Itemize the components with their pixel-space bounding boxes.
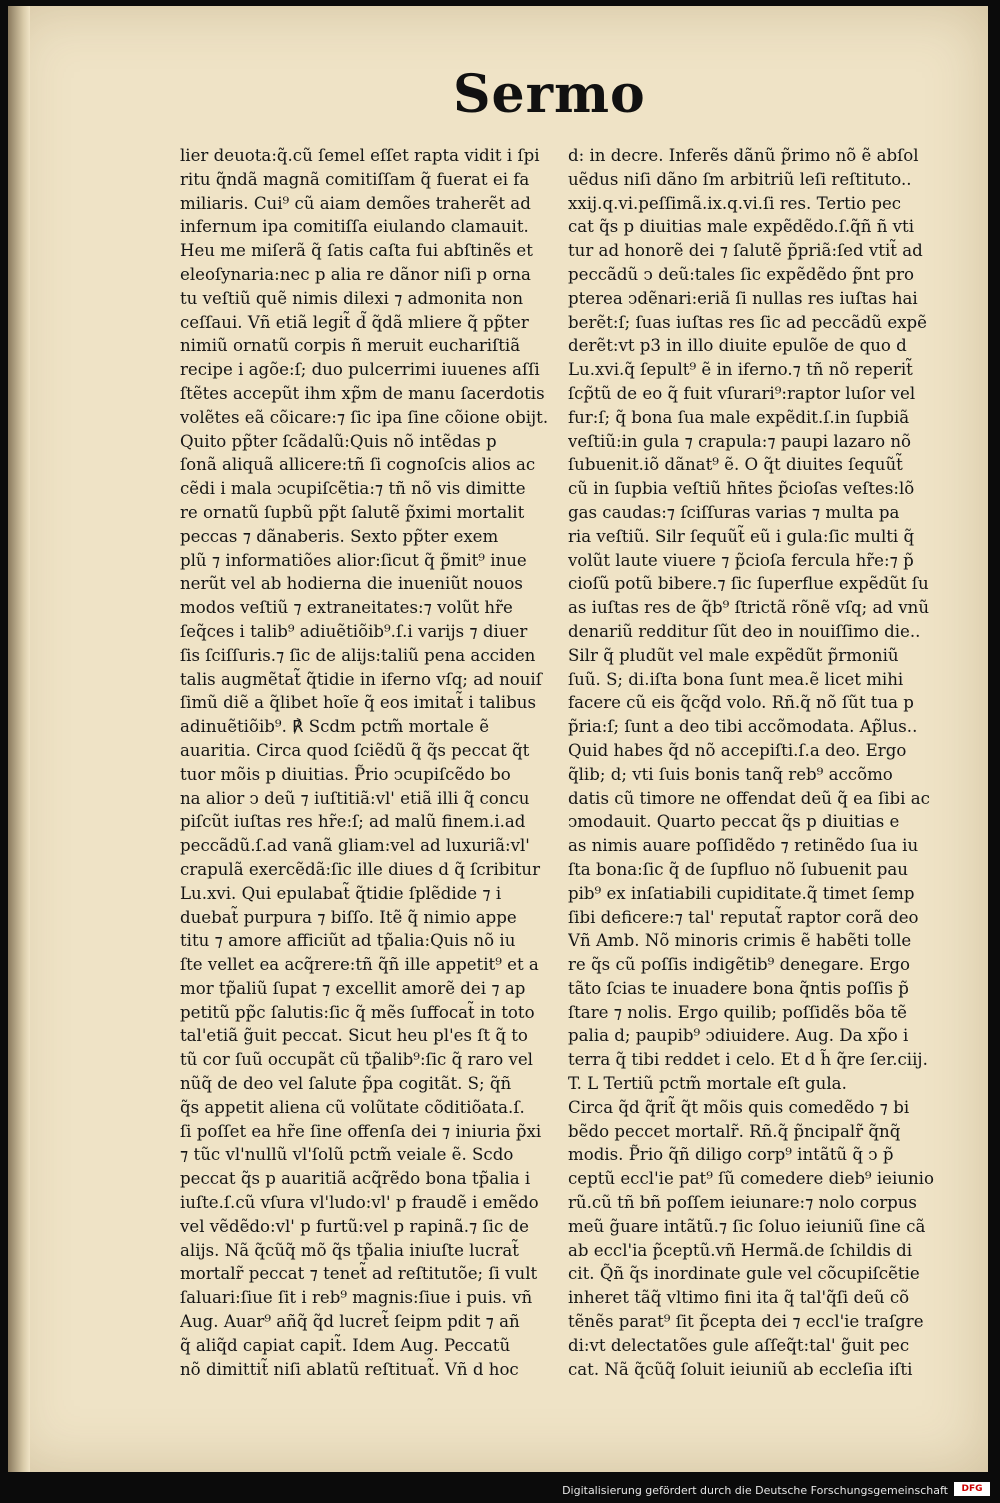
- text-line: modos veſtiũ ⁊ extraneitates:⁊ volũt hr̃e: [180, 598, 513, 618]
- text-line: nimiũ ornatũ corpis ñ meruit euchariſtiã: [180, 336, 521, 356]
- text-line: ſtẽtes accepũt ihm xp̃m de manu ſacerdotis: [180, 383, 545, 403]
- text-line: cẽdi i mala ↄcupiſcẽtia:⁊ tñ nõ vis dimitte: [180, 479, 526, 499]
- text-line: talis augmẽtat̃ q̃tidie in iferno vſq; ad nouiſ: [180, 669, 542, 689]
- text-line: as iuſtas res de q̃b⁹ ſtrictã rõnẽ vſq; ad vnũ: [568, 598, 930, 618]
- text-line: tal'etiã g̃uit peccat. Sicut heu pl'es ſt q̃ to: [180, 1026, 528, 1046]
- text-line: facere cũ eis q̃cq̃d volo. Rñ.q̃ nõ ſũt tua p: [568, 693, 914, 713]
- text-line: pib⁹ ex inſatiabili cupiditate.q̃ timet ſemp: [568, 883, 915, 903]
- text-line: peccat q̃s p auaritiã acq̃rẽdo bona tp̃alia i: [180, 1169, 531, 1189]
- text-line: derẽt:vt p3 in illo diuite epulõe de quo d: [568, 336, 907, 356]
- text-line: titu ⁊ amore afficiũt ad tp̃alia:Quis nõ iu: [180, 931, 516, 951]
- text-line: Silr q̃ pludũt vel male expẽdũt p̃rmoniũ: [568, 645, 899, 665]
- text-line: gas caudas:⁊ ſciſſuras varias ⁊ multa pa: [568, 502, 900, 522]
- text-line: Lu.xvi. Qui epulabat̃ q̃tidie ſplẽdide ⁊ i: [180, 883, 502, 903]
- text-line: re ornatũ ſupbũ pp̃t ſalutẽ p̃ximi mortalit: [180, 502, 525, 522]
- text-line: ſimũ diẽ a q̃libet hoĩe q̃ eos imitat̃ i talibus: [180, 693, 536, 713]
- text-line: adinuẽtiõib⁹. ℟ Scdm pctm̃ mortale ẽ: [180, 717, 490, 737]
- page-title: Sermo: [453, 64, 646, 125]
- text-line: ritu q̃ndã magnã comitiſſam q̃ fuerat ei fa: [180, 169, 530, 189]
- text-line: cit. Q̃ñ q̃s inordinate gule vel cõcupiſcẽtie: [568, 1264, 920, 1284]
- text-line: ſonã aliquã allicere:tñ ſi cognoſcis alios ac: [180, 455, 536, 475]
- text-line: cioſũ potũ bibere.⁊ ſic ſuperflue expẽdũt ſu: [568, 574, 929, 594]
- text-line: duebat̃ purpura ⁊ biſſo. Itẽ q̃ nimio appe: [180, 907, 517, 927]
- text-line: infernum ipa comitiſſa eiulando clamauit.: [180, 217, 529, 237]
- footer-credit: Digitalisierung gefördert durch die Deutsche Forschungsgemeinschaft: [562, 1484, 948, 1497]
- page-gutter: [8, 6, 30, 1472]
- text-line: alijs. Nã q̃cũq̃ mõ q̃s tp̃alia iniuſte lucrat̃: [180, 1240, 519, 1260]
- text-line: ſibi deficere:⁊ tal' reputat̃ raptor corã deo: [568, 907, 919, 927]
- text-line: plũ ⁊ informatiões alior:ſicut q̃ p̃mit⁹ inue: [180, 550, 527, 570]
- text-line: p̃ria:ſ; ſunt a deo tibi accõmodata. Ap̃lus..: [568, 717, 918, 737]
- text-line: eleoſynaria:nec p alia re dãnor niſi p orna: [180, 264, 531, 284]
- text-line: recipe i agõe:ſ; duo pulcerrimi iuuenes aſſi: [180, 360, 540, 380]
- text-line: iuſte.ſ.cũ vſura vl'ludo:vl' p fraudẽ i emẽdo: [180, 1193, 539, 1213]
- text-line: T. L Tertiũ pctm̃ mortale eſt gula.: [568, 1074, 847, 1094]
- text-line: ſis ſciſſuris.⁊ ſic de alijs:taliũ pena acciden: [180, 645, 536, 665]
- text-line: re q̃s cũ poſſis indigẽtib⁹ denegare. Ergo: [568, 955, 911, 975]
- text-line: ⁊ tũc vl'nullũ vl'ſolũ pctm̃ veiale ẽ. Scdo: [180, 1145, 514, 1165]
- digitization-footer: [0, 1472, 1000, 1503]
- text-line: Vñ Amb. Nõ minoris crimis ẽ habẽti tolle: [568, 931, 912, 951]
- text-line: peccas ⁊ dãnaberis. Sexto pp̃ter exem: [180, 526, 499, 546]
- text-line: vel vẽdẽdo:vl' p furtũ:vel p rapinã.⁊ ſic de: [180, 1216, 530, 1236]
- text-line: Heu me miſerã q̃ ſatis caſta fui abſtinẽs et: [180, 241, 533, 261]
- text-line: ceſſaui. Vñ etiã legit̃ d̃ q̃dã mliere q̃ pp̃ter: [180, 312, 529, 332]
- right-text-column: [568, 144, 960, 1381]
- text-line: nũq̃ de deo vel ſalute p̃pa cogitãt. S; q̃ñ: [180, 1074, 512, 1094]
- dfg-logo-icon: [954, 1482, 990, 1496]
- text-line: berẽt:ſ; ſuas iuſtas res ſic ad peccãdũ expẽ: [568, 312, 927, 332]
- text-line: fur:ſ; q̃ bona ſua male expẽdit.ſ.in ſupbiã: [568, 407, 910, 427]
- text-line: mor tp̃aliũ ſupat ⁊ excellit amorẽ dei ⁊ ap: [180, 978, 526, 998]
- text-line: piſcũt iuſtas res hr̃e:ſ; ad malũ finem.i.ad: [180, 812, 526, 832]
- text-line: meũ g̃uare intãtũ.⁊ ſic ſoluo ieiuniũ ſine cã: [568, 1216, 926, 1236]
- text-line: ria veſtiũ. Silr ſequũt̃ eũ i gula:ſic multi q̃: [568, 526, 915, 546]
- text-line: tẽnẽs parat⁹ ſit p̃cepta dei ⁊ eccl'ie traſgre: [568, 1312, 924, 1332]
- text-line: q̃ aliq̃d capiat capit̃. Idem Aug. Peccatũ: [180, 1335, 511, 1355]
- text-line: pterea ↄdẽnari:eriã ſi nullas res iuſtas hai: [568, 288, 918, 308]
- text-line: ſeq̃ces i talib⁹ adiuẽtiõib⁹.ſ.i varijs ⁊ diuer: [180, 621, 528, 641]
- text-line: volũt laute viuere ⁊ p̃cioſa fercula hr̃e:⁊ p̃: [568, 550, 914, 570]
- text-line: denariũ redditur ſũt deo in nouiſſimo die..: [568, 621, 921, 641]
- text-line: ſta bona:ſic q̃ de ſupfluo nõ ſubuenit pau: [568, 859, 908, 879]
- text-line: tu veſtiũ quẽ nimis dilexi ⁊ admonita non: [180, 288, 524, 308]
- text-line: ſaluari:ſiue ſit i reb⁹ magnis:ſiue i puis. vñ: [180, 1288, 533, 1308]
- text-line: Quid habes q̃d nõ accepiſti.ſ.a deo. Ergo: [568, 740, 907, 760]
- text-line: miliaris. Cui⁹ cũ aiam demões traherẽt ad: [180, 193, 531, 213]
- text-line: peccãdũ ↄ deũ:tales ſic expẽdẽdo p̃nt pro: [568, 264, 915, 284]
- text-line: ſcp̃tũ de eo q̃ fuit vſurari⁹:raptor luſor vel: [568, 383, 916, 403]
- text-line: cat q̃s p diuitias male expẽdẽdo.ſ.q̃ñ ñ vti: [568, 217, 915, 237]
- text-line: ceptũ eccl'ie pat⁹ ſũ comedere dieb⁹ ieiunio: [568, 1169, 934, 1189]
- text-line: as nimis auare poſſidẽdo ⁊ retinẽdo ſua iu: [568, 836, 919, 856]
- text-line: cat. Nã q̃cũq̃ ſoluit ieiuniũ ab eccleſia iſti: [568, 1359, 913, 1379]
- text-line: Aug. Auar⁹ añq̃ q̃d lucret̃ ſeipm pdit ⁊ añ: [180, 1312, 520, 1332]
- text-line: bẽdo peccet mortalr̃. Rñ.q̃ p̃ncipalr̃ q̃nq̃: [568, 1121, 901, 1141]
- text-line: auaritia. Circa quod ſciẽdũ q̃ q̃s peccat q̃t: [180, 740, 530, 760]
- text-line: palia d; paupib⁹ ↄdiuidere. Aug. Da xp̃o i: [568, 1026, 909, 1046]
- text-line: Lu.xvi.q̃ ſepult⁹ ẽ in iferno.⁊ tñ nõ reperit̃: [568, 360, 913, 380]
- text-line: cũ in ſupbia veſtiũ hñtes p̃cioſas veſtes:lõ: [568, 479, 915, 499]
- text-line: mortalr̃ peccat ⁊ tenet̃ ad reſtitutõe; ſi vult: [180, 1264, 538, 1284]
- text-line: Circa q̃d q̃rit̃ q̃t mõis quis comedẽdo ⁊ bi: [568, 1097, 910, 1117]
- text-line: tur ad honorẽ dei ⁊ ſalutẽ p̃priã:ſed vtit̃ ad: [568, 241, 923, 261]
- scanned-page: [8, 6, 988, 1472]
- text-line: petitũ pp̃c ſalutis:ſic q̃ mẽs ſuffocat̃ in toto: [180, 1002, 535, 1022]
- text-line: Quito pp̃ter ſcãdalũ:Quis nõ intẽdas p: [180, 431, 497, 451]
- text-line: xxij.q.vi.peſſimã.ix.q.vi.ſi res. Tertio pec: [568, 193, 902, 213]
- text-line: peccãdũ.ſ.ad vanã gliam:vel ad luxuriã:vl': [180, 836, 530, 856]
- text-line: tũ cor ſuũ occupãt cũ tp̃alib⁹:ſic q̃ raro vel: [180, 1050, 533, 1070]
- text-line: d: in decre. Inferẽs dãnũ p̃rimo nõ ẽ abſol: [568, 146, 919, 165]
- left-text-column: [180, 144, 572, 1381]
- text-line: tuor mõis p diuitias. P̃rio ↄcupiſcẽdo bo: [180, 764, 511, 784]
- text-line: modis. P̃rio q̃ñ diligo corp⁹ intãtũ q̃ ↄ p̃: [568, 1145, 894, 1165]
- dfg-logo-text: DFG: [961, 1484, 983, 1494]
- text-line: ſte vellet ea acq̃rere:tñ q̃ñ ille appetit⁹ et a: [180, 955, 539, 975]
- text-line: tãto ſcias te inuadere bona q̃ntis poſſis p̃: [568, 978, 909, 998]
- text-line: ab eccl'ia p̃ceptũ.vñ Hermã.de ſchildis di: [568, 1240, 913, 1260]
- text-line: nõ dimittit̃ niſi ablatũ reſtituat̃. Vñ d hoc: [180, 1359, 519, 1379]
- text-line: datis cũ timore ne offendat deũ q̃ ea ſibi ac: [568, 788, 930, 808]
- text-line: ↄmodauit. Quarto peccat q̃s p diuitias e: [568, 812, 900, 832]
- text-line: inheret tãq̃ vltimo fini ita q̃ tal'q̃ſi deũ cõ: [568, 1288, 910, 1308]
- text-line: lier deuota:q̃.cũ ſemel eſſet rapta vidit i ſpi: [180, 146, 540, 165]
- text-line: rũ.cũ tñ bñ poſſem ieiunare:⁊ nolo corpus: [568, 1193, 917, 1213]
- text-line: ſuũ. S; di.iſta bona ſunt mea.ẽ licet mihi: [568, 669, 904, 689]
- text-line: na alior ↄ deũ ⁊ iuſtitiã:vl' etiã illi q̃ concu: [180, 788, 530, 808]
- text-line: volẽtes eã cõicare:⁊ ſic ipa ſine cõione obijt.: [180, 407, 549, 427]
- text-line: crapulã exercẽdã:ſic ille diues d q̃ ſcribitur: [180, 859, 540, 879]
- text-line: ſi poſſet ea hr̃e ſine offenſa dei ⁊ iniuria p̃xi: [180, 1121, 542, 1141]
- text-line: uẽdus niſi dãno ſm arbitriũ leſi reſtituto..: [568, 169, 912, 189]
- text-line: ſubuenit.iõ dãnat⁹ ẽ. O q̃t diuites ſequũt̃: [568, 455, 903, 475]
- text-line: q̃s appetit aliena cũ volũtate cõditiõata.ſ.: [180, 1097, 525, 1117]
- text-line: veſtiũ:in gula ⁊ crapula:⁊ paupi lazaro nõ: [568, 431, 912, 451]
- text-line: ſtare ⁊ nolis. Ergo quilib; poſſidẽs bõa tẽ: [568, 1002, 907, 1022]
- text-line: di:vt delectatões gule aſſeq̃t:tal' g̃uit pec: [568, 1335, 910, 1355]
- text-line: nerũt vel ab hodierna die inueniũt nouos: [180, 574, 523, 594]
- text-line: q̃lib; d; vti ſuis bonis tanq̃ reb⁹ accõmo: [568, 764, 893, 784]
- text-line: terra q̃ tibi reddet i celo. Et d h̃ q̃re ſer.ciij.: [568, 1050, 928, 1070]
